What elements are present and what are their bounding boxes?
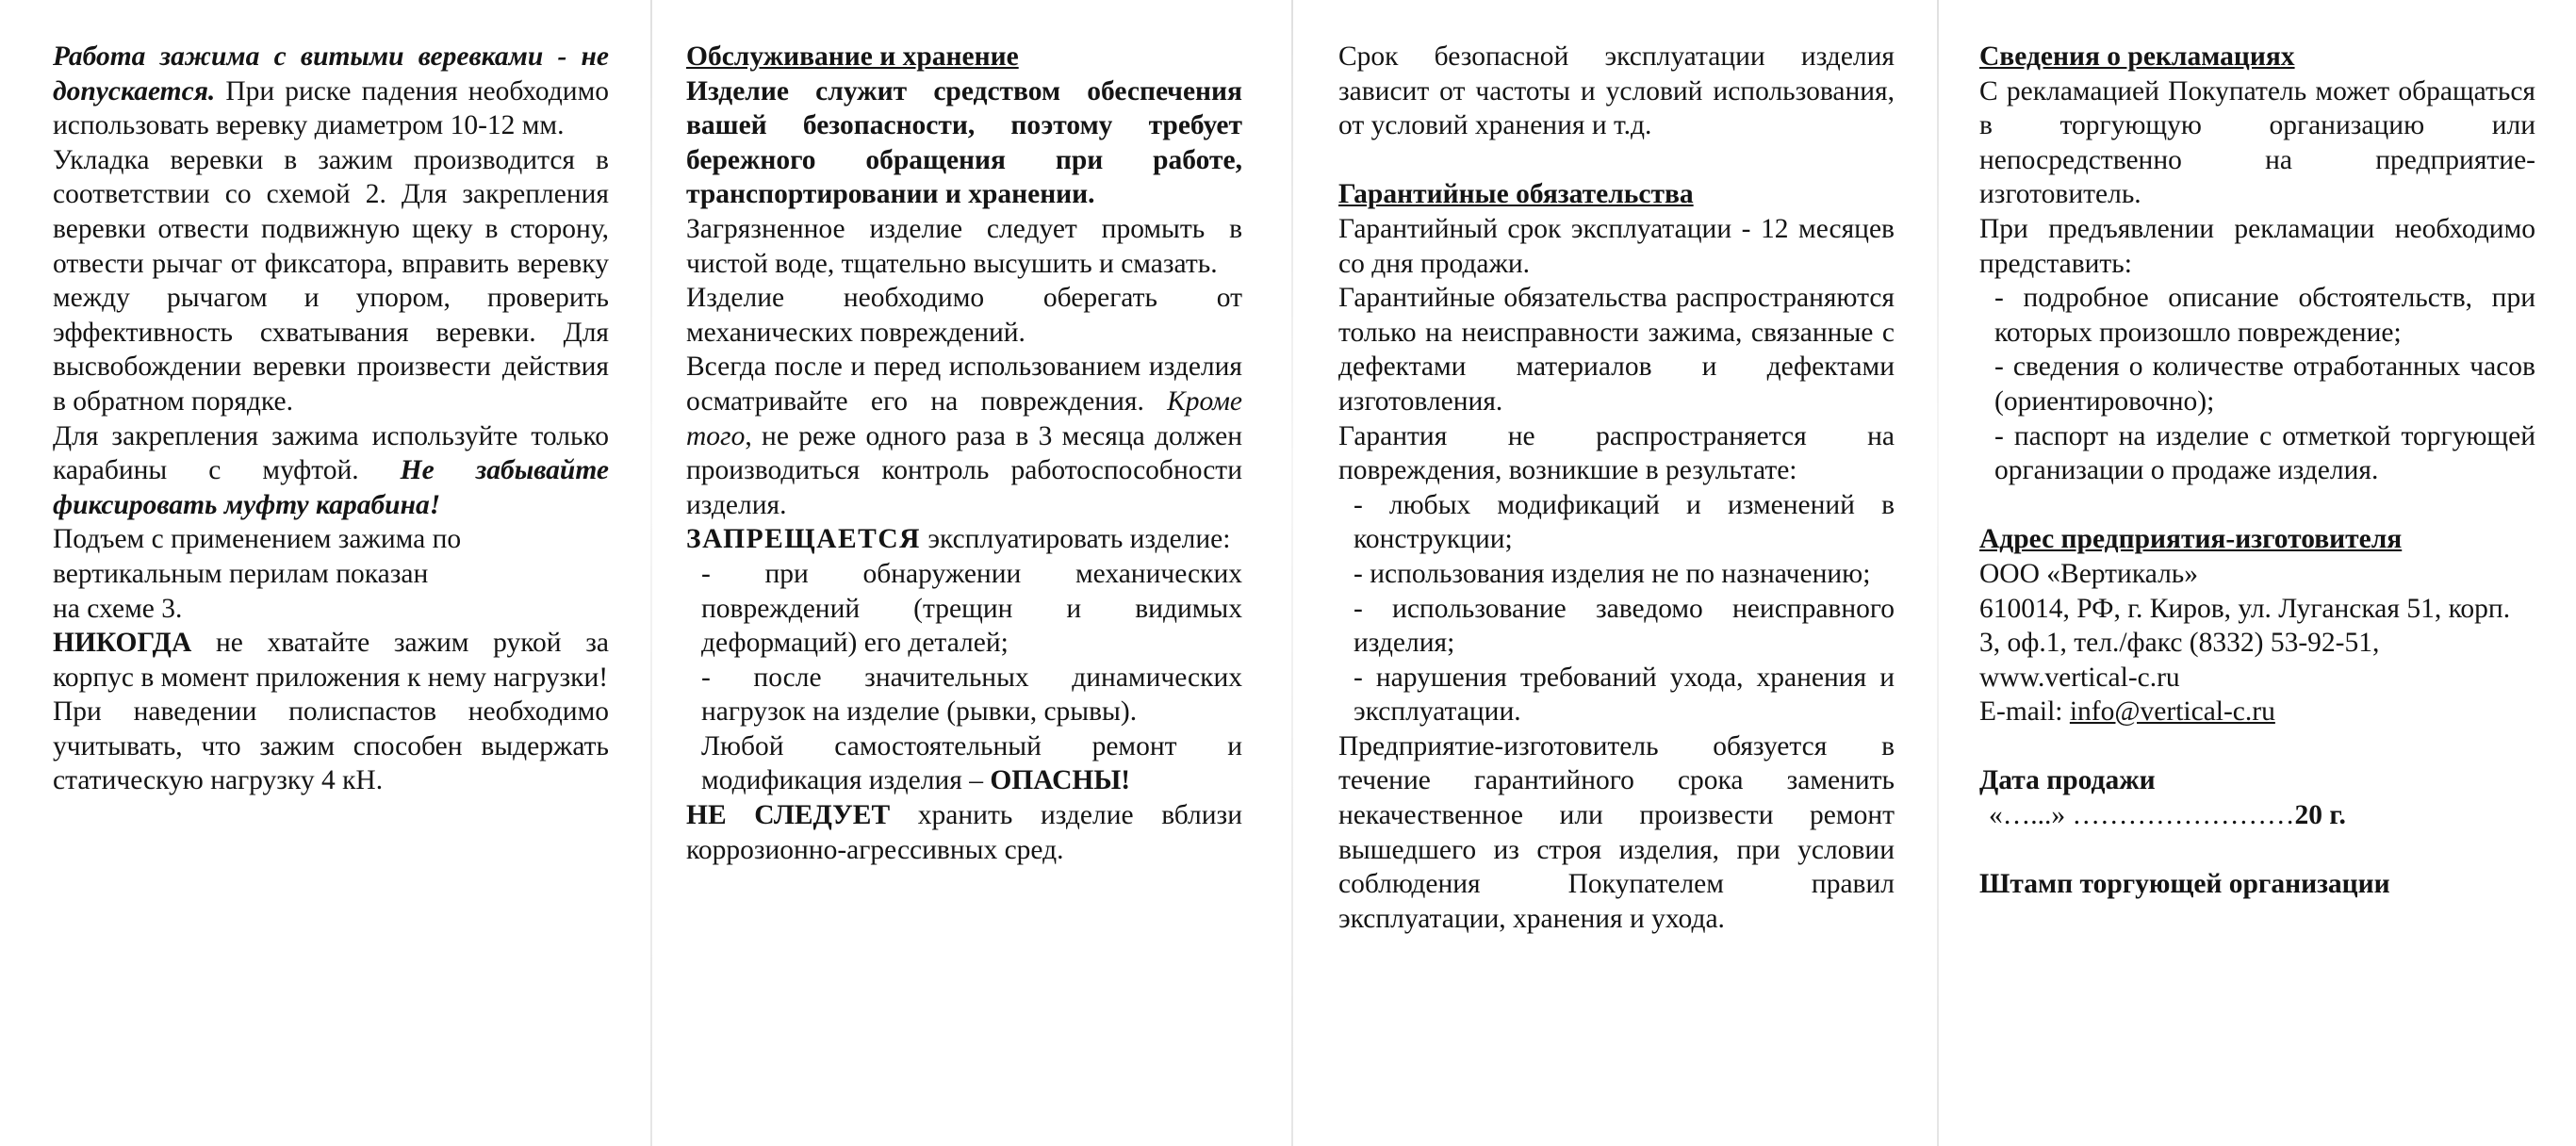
paragraph-never-grab: НИКОГДА не хватайте зажим рукой за корпус в момент приложения к нему нагрузки! bbox=[53, 628, 609, 693]
sale-date-label: Дата продажи bbox=[1979, 765, 2156, 796]
paragraph-prohibited: ЗАПРЕЩАЕТСЯ эксплуатировать изделие: bbox=[686, 524, 1231, 555]
paragraph-pulley: При наведении полиспастов необходимо учитывать, что зажим способен выдержать статическую нагрузку 4 кН. bbox=[53, 696, 609, 796]
paragraph-inspection: Всегда после и перед использованием изделия осматривайте его на повреждения. Кроме того, не реже одного раза в 3 месяца должен производиться контроль работоспособности изделия. bbox=[686, 352, 1242, 520]
heading-maintenance: Обслуживание и хранение bbox=[686, 41, 1019, 72]
paragraph-rope-warning: Работа зажима с витыми веревками - не допускается. При риске падения необходимо использовать веревку диаметром 10-12 мм. bbox=[53, 41, 609, 141]
list-item: - подробное описание обстоятельств, при которых произошло повреждение; bbox=[1994, 283, 2535, 348]
fold-line bbox=[1937, 0, 1939, 1146]
list-item: - паспорт на изделие с отметкой торгующей организации о продаже изделия. bbox=[1994, 420, 2535, 486]
paragraph-safety-intro: Изделие служит средством обеспечения вашей безопасности, поэтому требует бережного обращения при работе, транспортировании и хранении. bbox=[686, 75, 1242, 210]
email-link[interactable]: info@vertical-c.ru bbox=[2069, 696, 2275, 728]
paragraph-protection: Изделие необходимо оберегать от механических повреждений. bbox=[686, 283, 1242, 348]
list-item: - использования изделия не по назначению; bbox=[1354, 558, 1871, 589]
column-claims bbox=[1979, 40, 2535, 902]
website-link[interactable]: www.vertical-c.ru bbox=[1979, 662, 2180, 693]
stamp-label: Штамп торгующей организации bbox=[1979, 869, 2390, 900]
paragraph-service-life: Срок безопасной эксплуатации изделия зависит от частоты и условий использования, от условий хранения и т.д. bbox=[1338, 41, 1895, 141]
paragraph-cleaning: Загрязненное изделие следует промыть в чистой воде, тщательно высушить и смазать. bbox=[686, 213, 1242, 279]
list-item: - после значительных динамических нагрузок на изделие (рывки, срывы). bbox=[701, 662, 1242, 728]
sale-date-field: «…...» ……………………20 г. bbox=[1989, 800, 2346, 831]
paragraph-storage: НЕ СЛЕДУЕТ хранить изделие вблизи коррозионно-агрессивных сред. bbox=[686, 800, 1242, 865]
paragraph-claims: С рекламацией Покупатель может обращаться в торгующую организацию или непосредственно на предприятие-изготовитель. bbox=[1979, 75, 2535, 210]
heading-claims: Сведения о рекламациях bbox=[1979, 41, 2295, 72]
paragraph-warranty-exclusions: Гарантия не распространяется на повреждения, возникшие в результате: bbox=[1338, 420, 1895, 486]
list-item: - использование заведомо неисправного изделия; bbox=[1354, 593, 1895, 659]
heading-address: Адрес предприятия-изготовителя bbox=[1979, 524, 2403, 555]
heading-warranty: Гарантийные обязательства bbox=[1338, 179, 1694, 210]
list-item: - сведения о количестве отработанных часов (ориентировочно); bbox=[1994, 352, 2535, 417]
paragraph-warranty-period: Гарантийный срок эксплуатации - 12 месяцев со дня продажи. bbox=[1338, 213, 1895, 279]
list-item: - нарушения требований ухода, хранения и эксплуатации. bbox=[1354, 662, 1895, 728]
company-name: ООО «Вертикаль» bbox=[1979, 558, 2199, 589]
fold-line bbox=[1291, 0, 1293, 1146]
paragraph-warranty-scope: Гарантийные обязательства распространяются только на неисправности зажима, связанные с дефектами материалов и дефектами изготовления. bbox=[1338, 283, 1895, 417]
paragraph-manufacturer-obligation: Предприятие-изготовитель обязуется в течение гарантийного срока заменить некачественное или произвести ремонт вышедшего из строя изделия, при условии соблюдения Покупателем правил эксплуатации, хранения и ухода. bbox=[1338, 730, 1895, 934]
paragraph-claims-requirements: При предъявлении рекламации необходимо представить: bbox=[1979, 213, 2535, 279]
column-maintenance bbox=[686, 40, 1242, 867]
email-line: E-mail: info@vertical-c.ru bbox=[1979, 696, 2275, 728]
column-warranty bbox=[1338, 40, 1895, 936]
fold-line bbox=[650, 0, 652, 1146]
paragraph-rope-laying: Укладка веревки в зажим производится в соответствии со схемой 2. Для закрепления веревки отвести подвижную щеку в сторону, отвести рычаг от фиксатора, вправить веревку между рычагом и упором, проверить эффективность схватывания веревки. Для высвобождении веревки произвести действия в обратном порядке. bbox=[53, 144, 609, 417]
column-usage bbox=[53, 40, 609, 798]
company-address: 610014, РФ, г. Киров, ул. Луганская 51, корп. 3, оф.1, тел./факс (8332) 53-92-51, bbox=[1979, 593, 2511, 659]
paragraph-carabiners: Для закрепления зажима используйте только карабины с муфтой. Не забывайте фиксировать муфту карабина! bbox=[53, 420, 609, 520]
list-item: - при обнаружении механических повреждений (трещин и видимых деформаций) его деталей; bbox=[701, 558, 1242, 659]
list-item: - любых модификаций и изменений в конструкции; bbox=[1354, 489, 1895, 555]
paragraph-vertical-ascent: Подъем с применением зажима по вертикальным перилам показан на схеме 3. bbox=[53, 524, 462, 624]
paragraph-repair-warning: Любой самостоятельный ремонт и модификация изделия – ОПАСНЫ! bbox=[701, 730, 1242, 796]
